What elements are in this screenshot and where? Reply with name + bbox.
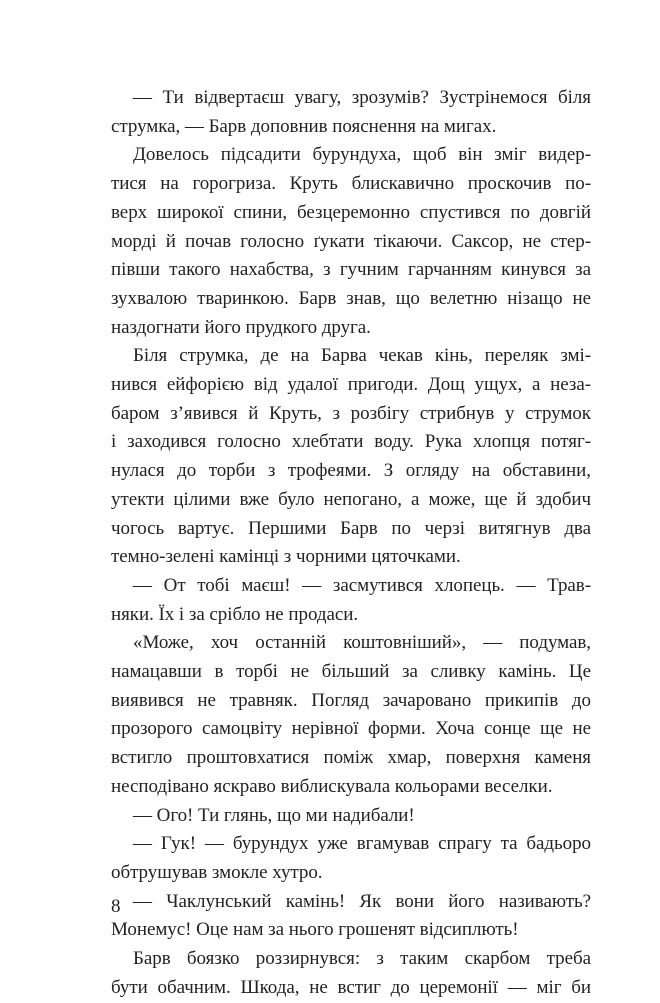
text-line: — Гук! — бурундух уже вгамував спрагу та бадьоро [133, 833, 591, 855]
paragraph [111, 572, 591, 629]
text-line: наздогнати його прудкого друга. [111, 316, 371, 338]
text-line: і заходився голосно хлебтати воду. Рука хлопця потяг- [111, 431, 591, 453]
paragraph [111, 888, 591, 945]
text-line: — Ого! Ти глянь, що ми надибали! [133, 804, 415, 826]
text-line: встигло проштовхатися поміж хмар, поверхня каменя [111, 747, 591, 769]
text-line: зухвалою тваринкою. Барв знав, що велетню нізащо не [111, 287, 591, 309]
paragraph [111, 802, 591, 831]
text-line: морді й почав голосно ґукати тікаючи. Саксор, не стер- [111, 230, 591, 252]
text-line: несподівано яскраво виблискувала кольорами веселки. [111, 775, 553, 797]
text-line: бути обачним. Шкода, не встиг до церемонії — міг би [111, 976, 591, 998]
text-line: струмка, — Барв доповнив пояснення на мигах. [111, 115, 497, 137]
text-line: темно-зелені камінці з чорними цяточками. [111, 546, 461, 568]
text-line: нулася до торби з трофеями. З огляду на обставини, [111, 460, 591, 482]
paragraph [111, 84, 591, 141]
text-line: — Ти відвертаєш увагу, зрозумів? Зустрінемося біля [133, 87, 591, 108]
text-line: Монемус! Оце нам за нього грошенят відсиплють! [111, 919, 519, 941]
body-text [111, 84, 591, 1003]
text-line: няки. Їх і за срібло не продаси. [111, 603, 359, 625]
page-number: 8 [111, 896, 121, 917]
paragraph [111, 629, 591, 801]
text-line: Барв боязко роззирнувся: з таким скарбом треба [133, 948, 591, 970]
paragraph [111, 342, 591, 572]
text-line: «Може, хоч останній коштовніший», — подумав, [133, 632, 591, 654]
text-line: обтрушував змокле хутро. [111, 861, 323, 883]
text-line: намацавши в торбі не більший за сливку камінь. Це [111, 661, 591, 683]
text-line: — От тобі маєш! — засмутився хлопець. — Трав- [133, 574, 591, 596]
text-line: виявився не травняк. Погляд зачаровано прикипів до [111, 689, 591, 711]
paragraph [111, 141, 591, 342]
text-line: нився ейфорією від удалої пригоди. Дощ ущух, а неза- [111, 374, 591, 396]
text-line: Довелось підсадити бурундуха, щоб він зміг видер- [133, 144, 591, 166]
text-line: чогось вартує. Першими Барв по черзі витягнув два [111, 517, 591, 539]
text-line: півши такого нахабства, з гучним гарчанням кинувся за [111, 259, 591, 281]
text-line: — Чаклунський камінь! Як вони його називають? [133, 890, 591, 912]
text-line: прозорого самоцвіту нерівної форми. Хоча сонце ще не [111, 718, 591, 740]
text-line: верх широкої спини, безцеремонно спустився по довгій [111, 201, 591, 223]
text-line: баром з’явився й Круть, з розбігу стрибнув у струмок [111, 402, 591, 424]
text-line: утекти цілими вже було непогано, а може, ще й здобич [111, 488, 591, 510]
paragraph [111, 945, 591, 1002]
text-line: Біля струмка, де на Барва чекав кінь, переляк змі- [133, 345, 591, 367]
paragraph [111, 830, 591, 887]
text-line: тися на горогриза. Круть блискавично проскочив по- [111, 173, 591, 195]
